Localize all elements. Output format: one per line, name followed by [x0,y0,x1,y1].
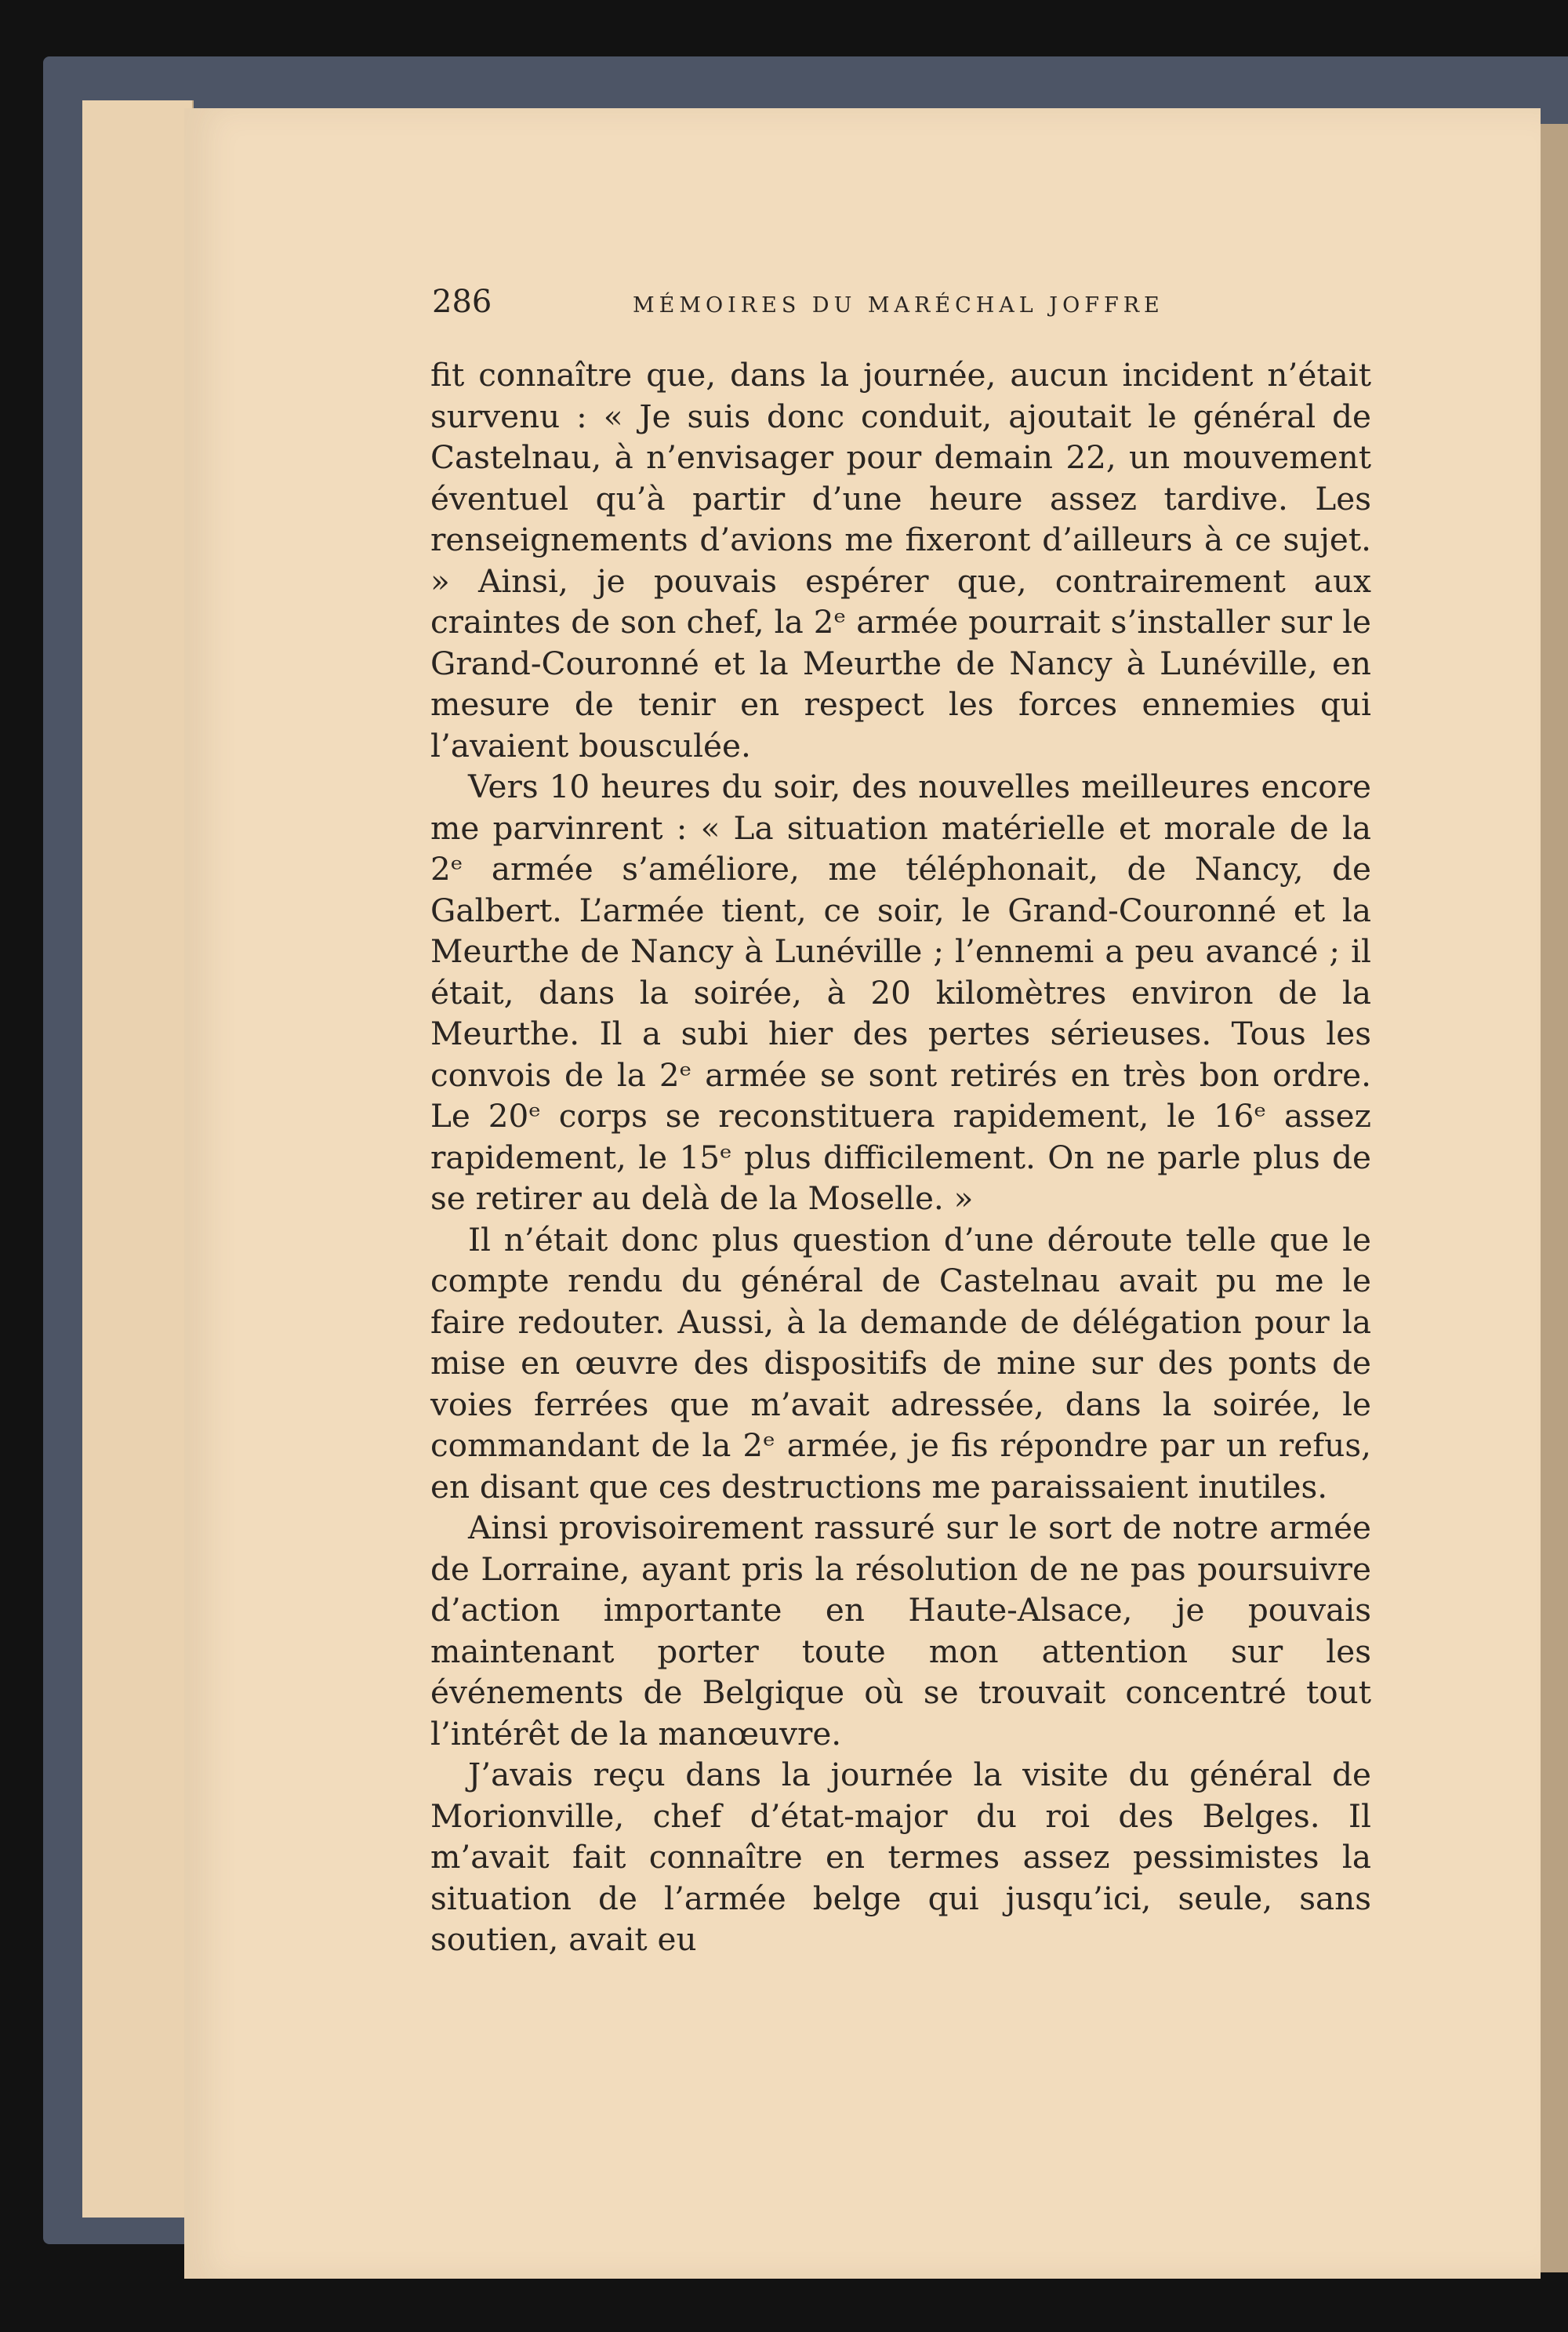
page-edges [82,100,194,2218]
paragraph-1: fit connaître que, dans la journée, aucun incident n’était survenu : « Je suis donc conduit, ajoutait le général de Castelnau, à n’envisager pour demain 22, un mouvement éventuel qu’à partir d’une heure assez tardive. Les renseignements d’avions me fixeront d’ailleurs à ce sujet. » Ainsi, je pouvais espérer que, contrairement aux craintes de son chef, la 2ᵉ armée pourrait s’installer sur le Grand-Couronné et la Meurthe de Nancy à Lunéville, en mesure de tenir en respect les forces ennemies qui l’avaient bousculée. [430,356,1371,765]
body-text [430,354,1371,1960]
paragraph-3: Il n’était donc plus question d’une déroute telle que le compte rendu du général de Castelnau avait pu me le faire redouter. Aussi, à la demande de délégation pour la mise en œuvre des dispositifs de mine sur des ponts de voies ferrées que m’avait adressée, dans la soirée, le commandant de la 2ᵉ armée, je fis répondre par un refus, en disant que ces destructions me paraissaient inutiles. [430,1220,1371,1506]
page-number: 286 [432,284,492,320]
paragraph-5: J’avais reçu dans la journée la visite du général de Morionville, chef d’état-major du roi des Belges. Il m’avait fait connaître en termes assez pessimistes la situation de l’armée belge qui jusqu’ici, seule, sans soutien, avait eu [430,1756,1371,1958]
running-title: MÉMOIRES DU MARÉCHAL JOFFRE [633,293,1164,318]
paragraph-4: Ainsi provisoirement rassuré sur le sort de notre armée de Lorraine, ayant pris la résolution de ne pas poursuivre d’action importante en Haute-Alsace, je pouvais maintenant porter toute mon attention sur les événements de Belgique où se trouvait concentré tout l’intérêt de la manœuvre. [430,1509,1371,1753]
paragraph-2: Vers 10 heures du soir, des nouvelles meilleures encore me parvinrent : « La situation matérielle et morale de la 2ᵉ armée s’améliore, me téléphonait, de Nancy, de Galbert. L’armée tient, ce soir, le Grand-Couronné et la Meurthe de Nancy à Lunéville ; l’ennemi a peu avancé ; il était, dans la soirée, à 20 kilomètres environ de la Meurthe. Il a subi hier des pertes sérieuses. Tous les convois de la 2ᵉ armée se sont retirés en très bon ordre. Le 20ᵉ corps se reconstituera rapidement, le 16ᵉ assez rapidement, le 15ᵉ plus difficilement. On ne parle plus de se retirer au delà de la Moselle. » [430,768,1371,1217]
facing-page-edge [1541,124,1568,2272]
